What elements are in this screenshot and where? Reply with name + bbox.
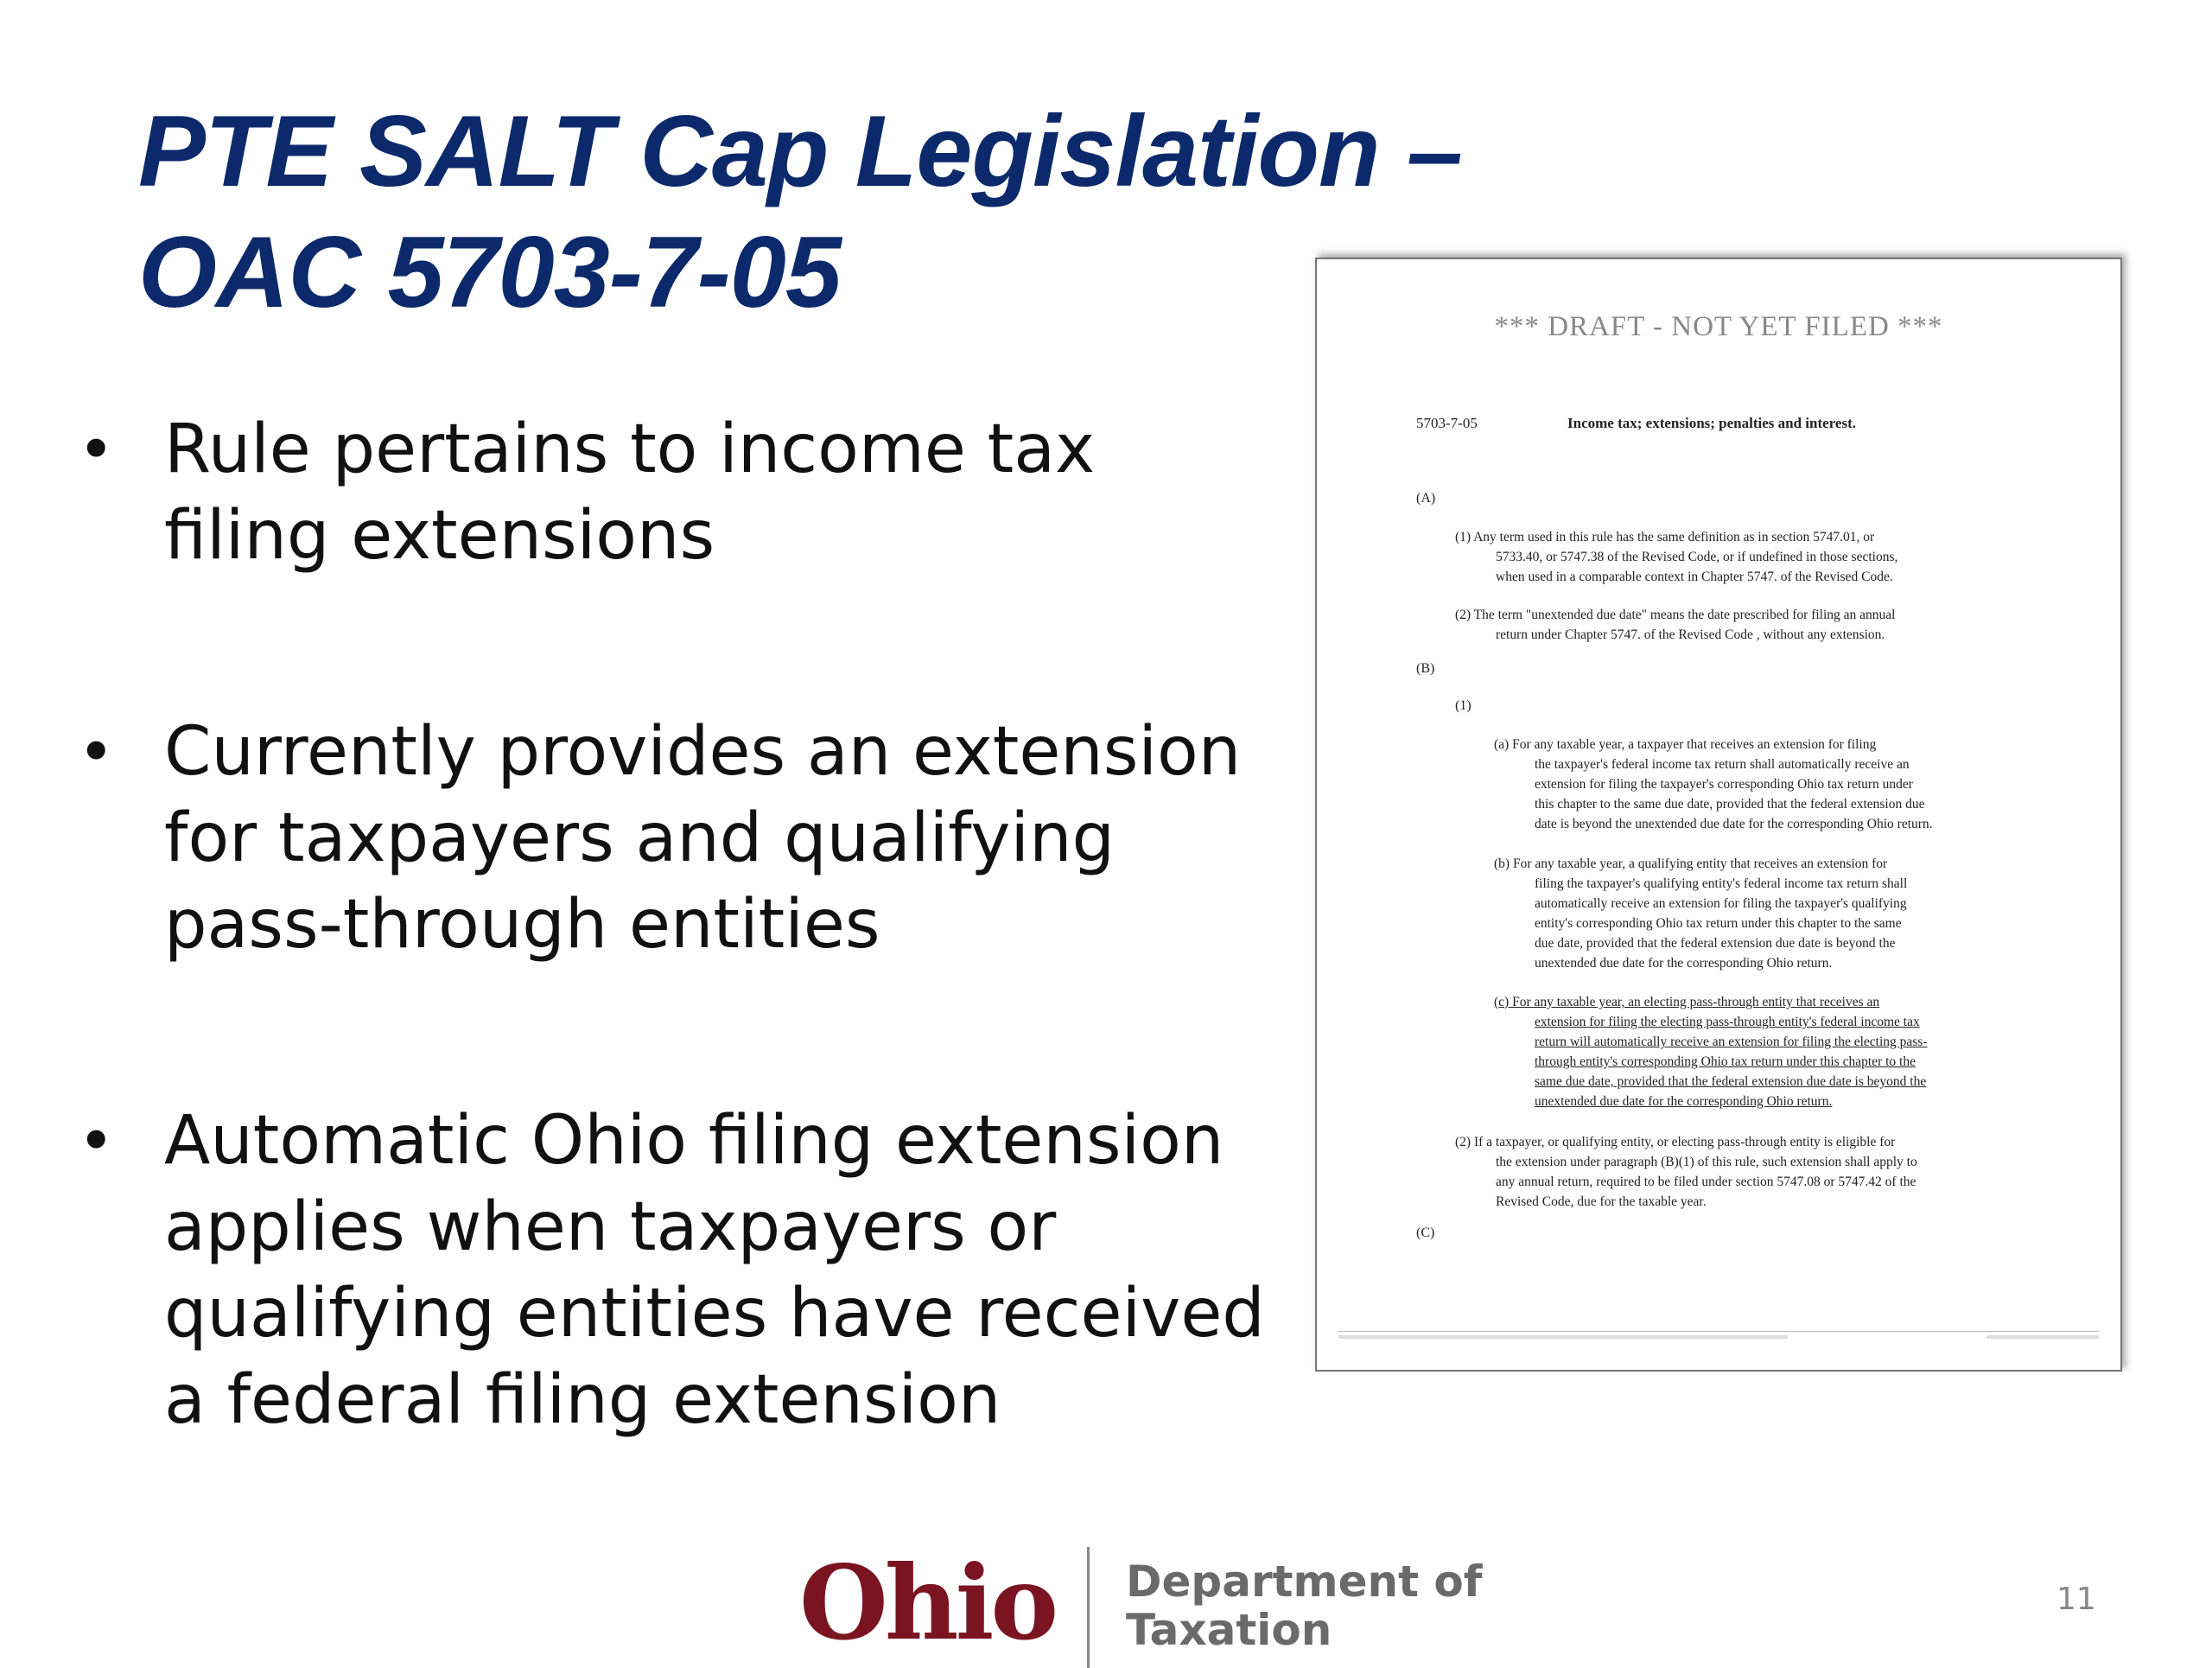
paragraph-line: this chapter to the same due date, provided that the federal extension due	[1535, 797, 1925, 812]
paragraph-b1c-new	[1494, 992, 2025, 1111]
paragraph-a2	[1455, 605, 2025, 645]
department-line: Department of	[1126, 1557, 1483, 1607]
footer-text-blur	[1338, 1335, 1788, 1339]
paragraph-b1b	[1494, 854, 2025, 973]
bullet-icon: •	[78, 1105, 115, 1177]
section-label-c: (C)	[1416, 1226, 1435, 1240]
paragraph-line: filing the taxpayer's qualifying entity's federal income tax return shall	[1535, 876, 1908, 891]
department-line: Taxation	[1126, 1605, 1332, 1655]
paragraph-line: (2) If a taxpayer, or qualifying entity, or electing pass-through entity is eligible for	[1455, 1135, 1896, 1149]
section-label-b1: (1)	[1455, 698, 1471, 713]
paragraph-line: extension for filing the taxpayer's corresponding Ohio tax return under	[1535, 777, 1913, 792]
paragraph-line: unextended due date for the corresponding Ohio return.	[1535, 956, 1833, 971]
paragraph-line: return under Chapter 5747. of the Revised Code , without any extension.	[1496, 627, 1885, 642]
paragraph-line: through entity's corresponding Ohio tax return under this chapter to the	[1535, 1054, 1916, 1069]
paragraph-line: return will automatically receive an extension for filing the electing pass-	[1535, 1035, 1928, 1049]
paragraph-line: (b) For any taxable year, a qualifying entity that receives an extension for	[1494, 856, 1888, 871]
paragraph-b2	[1455, 1132, 2025, 1212]
paragraph-line: 5733.40, or 5747.38 of the Revised Code, or if undefined in those sections,	[1496, 550, 1898, 564]
bullet-line: a federal filing extension	[164, 1361, 1001, 1439]
paragraph-line: the extension under paragraph (B)(1) of this rule, such extension shall apply to	[1496, 1155, 1917, 1169]
title-line-1: PTE SALT Cap Legislation –	[138, 94, 1463, 207]
paragraph-line: (2) The term "unextended due date" means the date prescribed for filing an annual	[1455, 608, 1896, 622]
paragraph-line: same due date, provided that the federal extension due date is beyond the	[1535, 1074, 1927, 1089]
bullet-line: applies when taxpayers or	[164, 1188, 1057, 1266]
paragraph-line: the taxpayer's federal income tax return shall automatically receive an	[1535, 757, 1910, 772]
paragraph-line: (c) For any taxable year, an electing pass-through entity that receives an	[1494, 995, 1880, 1009]
bullet-icon: •	[78, 716, 115, 788]
page-number: 11	[2056, 1582, 2096, 1617]
bullet-text	[164, 406, 1305, 579]
draft-header: *** DRAFT - NOT YET FILED ***	[1494, 311, 1943, 342]
bullet-text	[164, 1098, 1305, 1443]
ohio-logo-wordmark: Ohio	[799, 1543, 1056, 1663]
title-line-2: OAC 5703-7-05	[138, 215, 841, 328]
paragraph-line: any annual return, required to be filed under section 5747.08 or 5747.42 of the	[1496, 1175, 1916, 1189]
slide-title	[138, 91, 1462, 333]
paragraph-line: extension for filing the electing pass-through entity's federal income tax	[1535, 1015, 1920, 1029]
rule-document-image	[1315, 258, 2122, 1372]
section-label-b: (B)	[1416, 661, 1435, 676]
bullet-text	[164, 709, 1305, 968]
logo-divider	[1087, 1547, 1090, 1668]
bullet-icon: •	[78, 413, 115, 486]
bullet-line: for taxpayers and qualifying	[164, 799, 1116, 877]
rule-title: Income tax; extensions; penalties and interest.	[1567, 415, 1856, 431]
section-label-a: (A)	[1416, 491, 1436, 506]
document-footer-line	[1338, 1331, 2099, 1349]
bullet-line: Rule pertains to income tax	[164, 411, 1096, 488]
paragraph-line: (1) Any term used in this rule has the same definition as in section 5747.01, or	[1455, 530, 1875, 544]
paragraph-line: entity's corresponding Ohio tax return under this chapter to the same	[1535, 916, 1902, 931]
bullet-line: Automatic Ohio filing extension	[164, 1102, 1224, 1180]
bullet-line: pass-through entities	[164, 886, 880, 964]
bullet-line: qualifying entities have received	[164, 1275, 1265, 1353]
paragraph-line: automatically receive an extension for filing the taxpayer's qualifying	[1535, 896, 1907, 911]
paragraph-line: unextended due date for the corresponding Ohio return.	[1535, 1094, 1833, 1109]
paragraph-line: when used in a comparable context in Chapter 5747. of the Revised Code.	[1496, 570, 1893, 584]
paragraph-line: Revised Code, due for the taxable year.	[1496, 1194, 1707, 1209]
department-name	[1126, 1557, 1483, 1654]
bullet-line: filing extensions	[164, 497, 715, 575]
paragraph-b1a	[1494, 735, 2025, 834]
rule-number: 5703-7-05	[1416, 415, 1478, 431]
paragraph-line: date is beyond the unextended due date for the corresponding Ohio return.	[1535, 817, 1933, 831]
paragraph-a1	[1455, 527, 2025, 587]
footer-date-blur	[1986, 1335, 2099, 1339]
bullet-line: Currently provides an extension	[164, 713, 1242, 791]
paragraph-line: due date, provided that the federal extension due date is beyond the	[1535, 936, 1896, 951]
paragraph-line: (a) For any taxable year, a taxpayer that receives an extension for filing	[1494, 737, 1877, 752]
